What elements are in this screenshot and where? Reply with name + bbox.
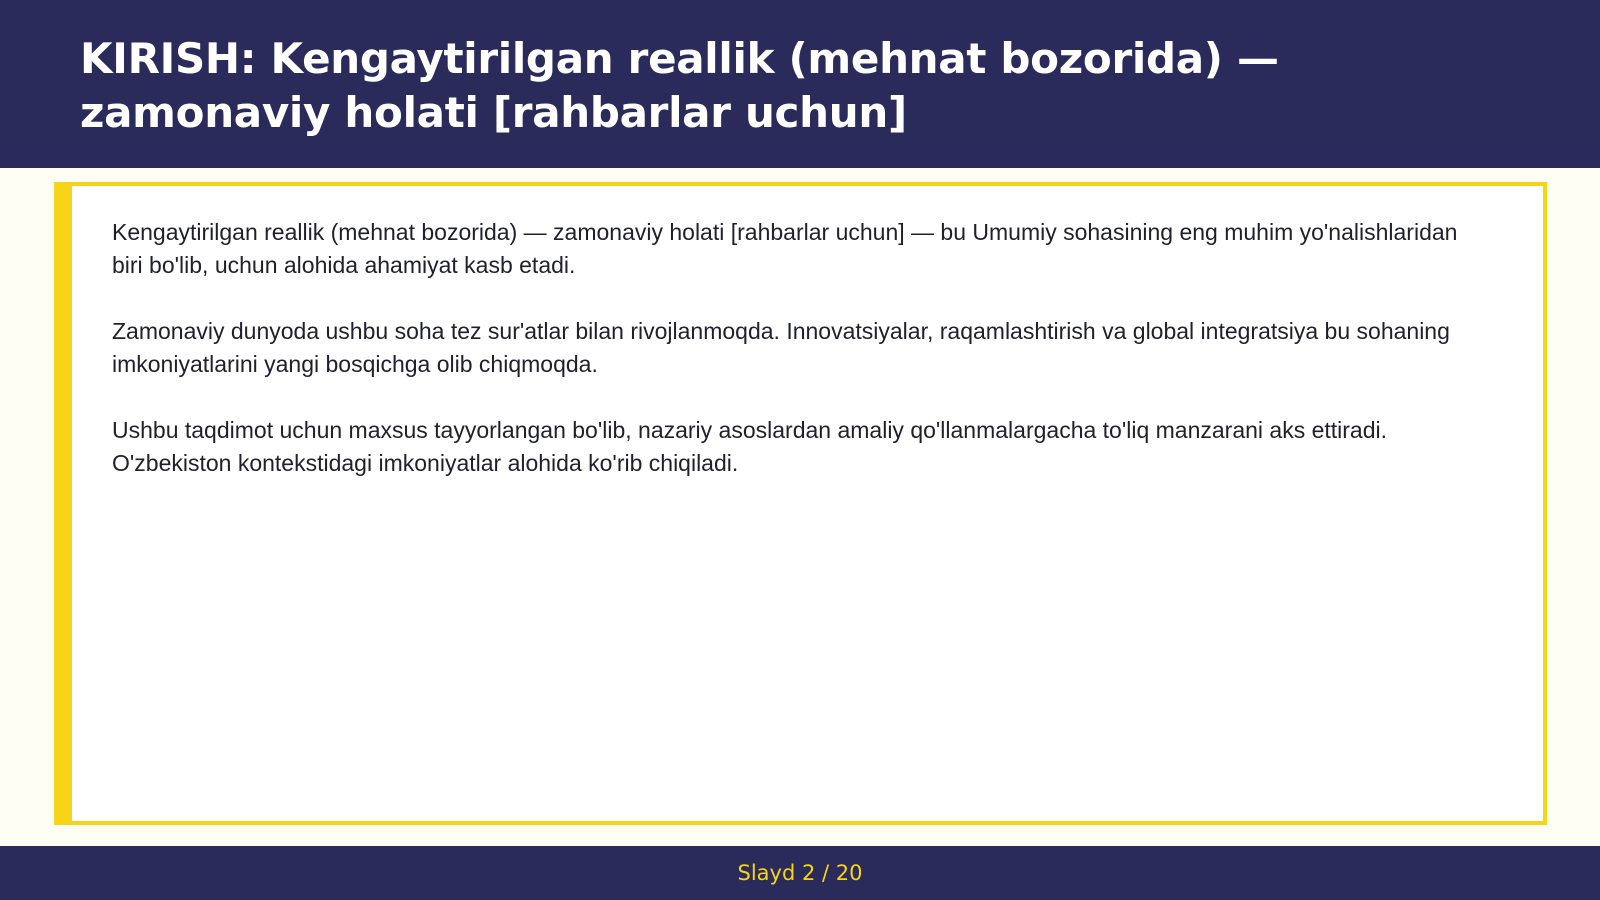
slide-footer [0, 846, 1600, 900]
content-paragraph: Ushbu taqdimot uchun maxsus tayyorlangan bo'lib, nazariy asoslardan amaliy qo'llanmalargacha to'liq manzarani aks ettiradi. O'zbekiston kontekstidagi imkoniyatlar alohida ko'rib chiqiladi. [112, 417, 1388, 476]
content-panel [54, 182, 1547, 825]
slide-counter: Slayd 2 / 20 [737, 861, 863, 885]
slide-header [0, 0, 1600, 168]
content-paragraph: Kengaytirilgan reallik (mehnat bozorida) — zamonaviy holati [rahbarlar uchun] — bu Umumiy sohasining eng muhim yo'nalishlaridan biri bo'lib, uchun alohida ahamiyat kasb etadi. [112, 219, 1458, 278]
content-paragraph: Zamonaviy dunyoda ushbu soha tez sur'atlar bilan rivojlanmoqda. Innovatsiyalar, raqamlashtirish va global integratsiya bu sohaning imkoniyatlarini yangi bosqichga olib chiqmoqda. [112, 318, 1450, 377]
slide-title: KIRISH: Kengaytirilgan reallik (mehnat bozorida) — zamonaviy holati [rahbarlar uchun] [80, 34, 1279, 137]
